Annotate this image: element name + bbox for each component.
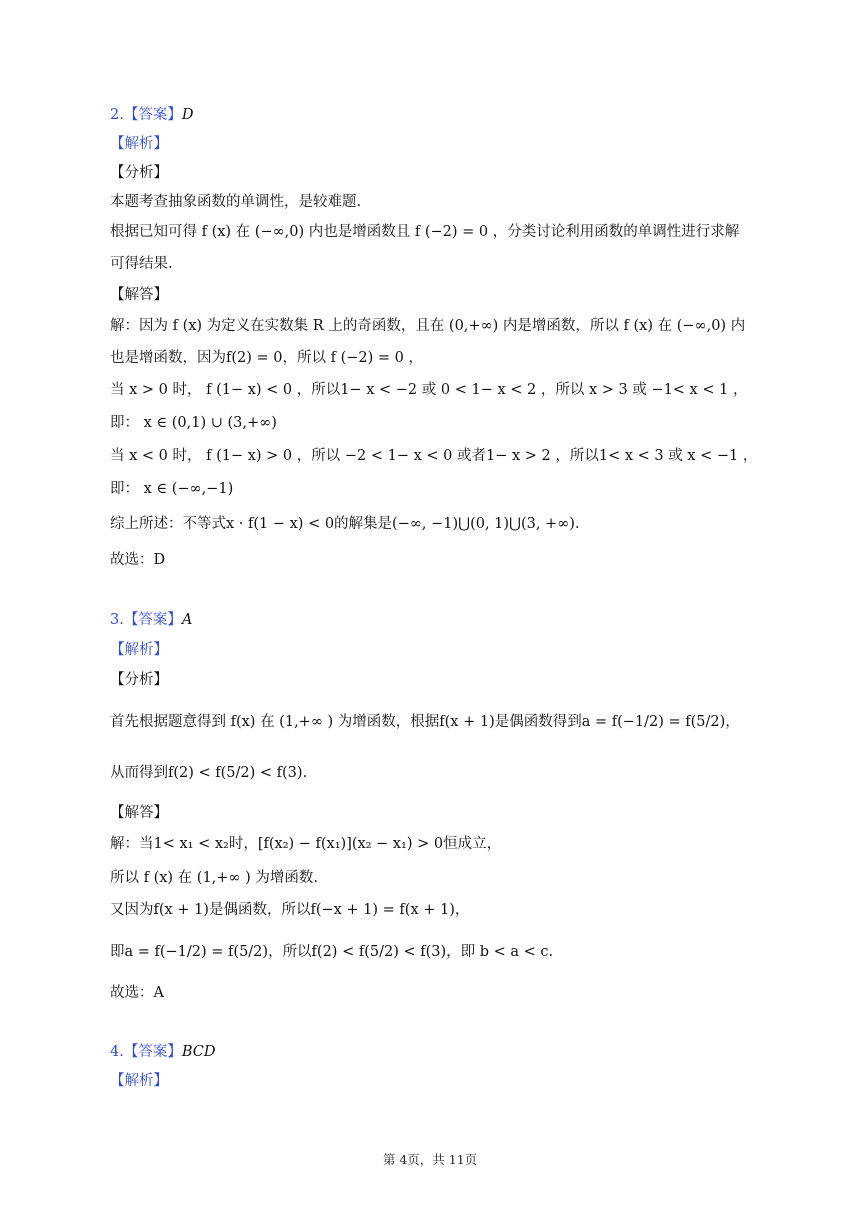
- q3-number: 3.: [110, 612, 124, 628]
- q2-fenxi-line: 本题考查抽象函数的单调性，是较难题.: [110, 194, 362, 210]
- page-footer: 第 4页，共 11页: [382, 1152, 478, 1167]
- q3-answer: A: [181, 612, 193, 628]
- q3-jieda-line: 即a = f(−1/2) = f(5/2)，所以f(2) < f(5/2) < f(3)，即 b < a < c.: [110, 944, 554, 960]
- q2-number: 2.: [110, 107, 124, 123]
- q4-number: 4.: [110, 1044, 124, 1060]
- q3-jieda-heading: 【解答】: [110, 805, 168, 821]
- q2-jieda-line: 即： x ∈ (0,1) ∪ (3,+∞): [110, 415, 277, 431]
- q2-fenxi-line: 根据已知可得 f (x) 在 (−∞,0) 内也是增函数且 f (−2) = 0 ，分类讨论利用函数的单调性进行求解: [110, 224, 740, 240]
- q3-answer-tag: 【答案】: [123, 612, 182, 628]
- q2-jieda-line: 综上所述：不等式x · f(1 − x) < 0的解集是(−∞, −1)⋃(0, 1)⋃(3, +∞).: [110, 516, 580, 532]
- q2-answer-line: [110, 105, 193, 125]
- q2-jieda-heading: 【解答】: [110, 287, 168, 303]
- q3-jiexi-heading: 【解析】: [110, 642, 168, 658]
- q3-fenxi-line: 从而得到f(2) < f(5/2) < f(3).: [110, 765, 308, 781]
- q2-jieda-line: 也是增函数，因为f(2) = 0，所以 f (−2) = 0 ，: [110, 350, 423, 366]
- q2-jieda-line: 故选：D: [110, 552, 166, 568]
- q3-jieda-line: 又因为f(x + 1)是偶函数，所以f(−x + 1) = f(x + 1)，: [110, 902, 470, 918]
- q2-jieda-line: 即： x ∈ (−∞,−1): [110, 481, 234, 497]
- q2-jieda-line: 当 x < 0 时， f (1− x) > 0 ，所以 −2 < 1− x < 0 或者1− x > 2 ，所以1< x < 3 或 x < −1 ，: [110, 448, 758, 464]
- q3-jieda-line: 所以 f (x) 在 (1,+∞ ) 为增函数.: [110, 870, 318, 886]
- q2-answer-tag: 【答案】: [123, 107, 182, 123]
- q3-jieda-line: 故选：A: [110, 985, 164, 1001]
- q4-answer-tag: 【答案】: [123, 1044, 182, 1060]
- q4-answer: BCD: [181, 1044, 216, 1060]
- q4-answer-line: [110, 1042, 216, 1062]
- q2-answer: D: [181, 107, 194, 123]
- q3-answer-line: [110, 610, 192, 630]
- q2-jiexi-heading: 【解析】: [110, 136, 168, 152]
- q2-fenxi-line: 可得结果.: [110, 256, 173, 272]
- q2-fenxi-heading: 【分析】: [110, 165, 168, 181]
- q2-jieda-line: 当 x > 0 时， f (1− x) < 0 ，所以1− x < −2 或 0 < 1− x < 2 ，所以 x > 3 或 −1< x < 1 ，: [110, 382, 748, 398]
- q3-fenxi-heading: 【分析】: [110, 672, 168, 688]
- q4-jiexi-heading: 【解析】: [110, 1073, 168, 1089]
- q3-fenxi-line: 首先根据题意得到 f(x) 在 (1,+∞ ) 为增函数，根据f(x + 1)是偶函数得到a = f(−1/2) = f(5/2)，: [110, 714, 740, 730]
- q2-jieda-line: 解：因为 f (x) 为定义在实数集 R 上的奇函数，且在 (0,+∞) 内是增函数，所以 f (x) 在 (−∞,0) 内: [110, 318, 746, 334]
- q3-jieda-line: 解：当1< x₁ < x₂时，[f(x₂) − f(x₁)](x₂ − x₁) > 0恒成立，: [110, 836, 502, 852]
